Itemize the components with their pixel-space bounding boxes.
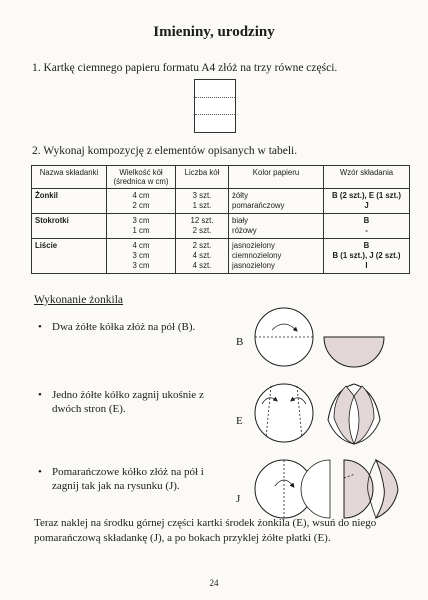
- header-name: Nazwa składanki: [32, 166, 107, 189]
- section-title: Wykonanie żonkila: [34, 294, 124, 306]
- cell-name: Żonkil: [32, 189, 107, 214]
- diagram-letter: B: [236, 336, 244, 348]
- count-value: 2 szt.: [192, 226, 212, 235]
- diagram-letter: E: [236, 415, 243, 427]
- fold-j-step: [301, 460, 373, 518]
- size-value: 4 cm: [132, 241, 150, 250]
- step-1-instruction: 1. Kartkę ciemnego papieru formatu A4 złóż na trzy równe części.: [32, 62, 338, 74]
- bullet-dot-icon: •: [38, 389, 42, 401]
- fold-e-result: [328, 384, 380, 444]
- fold-b-diagram: [255, 308, 313, 366]
- size-value: 3 cm: [132, 251, 150, 260]
- color-value: pomarańczowy: [232, 201, 285, 210]
- page-title: Imieniny, urodziny: [153, 24, 275, 40]
- header-count: Liczba kół: [176, 166, 229, 189]
- fold-e-diagram: [255, 384, 313, 442]
- count-value: 1 szt.: [192, 201, 212, 210]
- pattern-value: J: [364, 201, 369, 210]
- page-number: 24: [209, 578, 219, 588]
- color-value: jasnozielony: [232, 261, 275, 270]
- bullet-text: Jedno żółte kółko zagnij ukośnie z dwóch stron (E).: [52, 389, 204, 415]
- step-2-instruction: 2. Wykonaj kompozycję z elementów opisanych w tabeli.: [32, 145, 298, 157]
- size-value: 3 cm: [132, 261, 150, 270]
- color-value: żółty: [232, 191, 249, 200]
- header-size: Wielkość kół (średnica w cm): [107, 166, 176, 189]
- color-value: biały: [232, 216, 249, 225]
- pattern-value: I: [365, 261, 368, 270]
- pattern-value: B (2 szt.), E (1 szt.): [332, 191, 401, 200]
- bullet-text: Pomarańczowe kółko złóż na pół i zagnij tak jak na rysunku (J).: [52, 466, 204, 492]
- size-value: 2 cm: [132, 201, 150, 210]
- header-pattern: Wzór składania: [324, 166, 410, 189]
- color-value: różowy: [232, 226, 257, 235]
- color-value: jasnozielony: [232, 241, 275, 250]
- count-value: 4 szt.: [192, 251, 212, 260]
- pattern-value: B (1 szt.), J (2 szt.): [332, 251, 401, 260]
- fold-b-result: [324, 337, 384, 367]
- size-value: 4 cm: [132, 191, 150, 200]
- count-value: 4 szt.: [192, 261, 212, 270]
- pattern-value: B: [363, 216, 370, 225]
- pattern-value: -: [365, 226, 368, 235]
- count-value: 3 szt.: [192, 191, 212, 200]
- count-value: 2 szt.: [192, 241, 212, 250]
- cell-name: Stokrotki: [32, 214, 107, 239]
- color-value: ciemnozielony: [232, 251, 282, 260]
- size-value: 3 cm: [132, 216, 150, 225]
- size-value: 1 cm: [132, 226, 150, 235]
- bullet-text: Dwa żółte kółka złóż na pół (B).: [52, 321, 196, 333]
- header-color: Kolor papieru: [229, 166, 324, 189]
- cell-name: Liście: [32, 239, 107, 274]
- bullet-dot-icon: •: [38, 466, 42, 478]
- count-value: 12 szt.: [190, 216, 214, 225]
- diagram-letter: J: [236, 493, 241, 505]
- pattern-value: B: [363, 241, 370, 250]
- final-instruction: Teraz naklej na środku górnej części kartki środek żonkila (E), wsuń do niego pomarańczową składankę (J), a po bokach przyklej żółte płatki (E).: [34, 517, 377, 544]
- bullet-dot-icon: •: [38, 321, 42, 333]
